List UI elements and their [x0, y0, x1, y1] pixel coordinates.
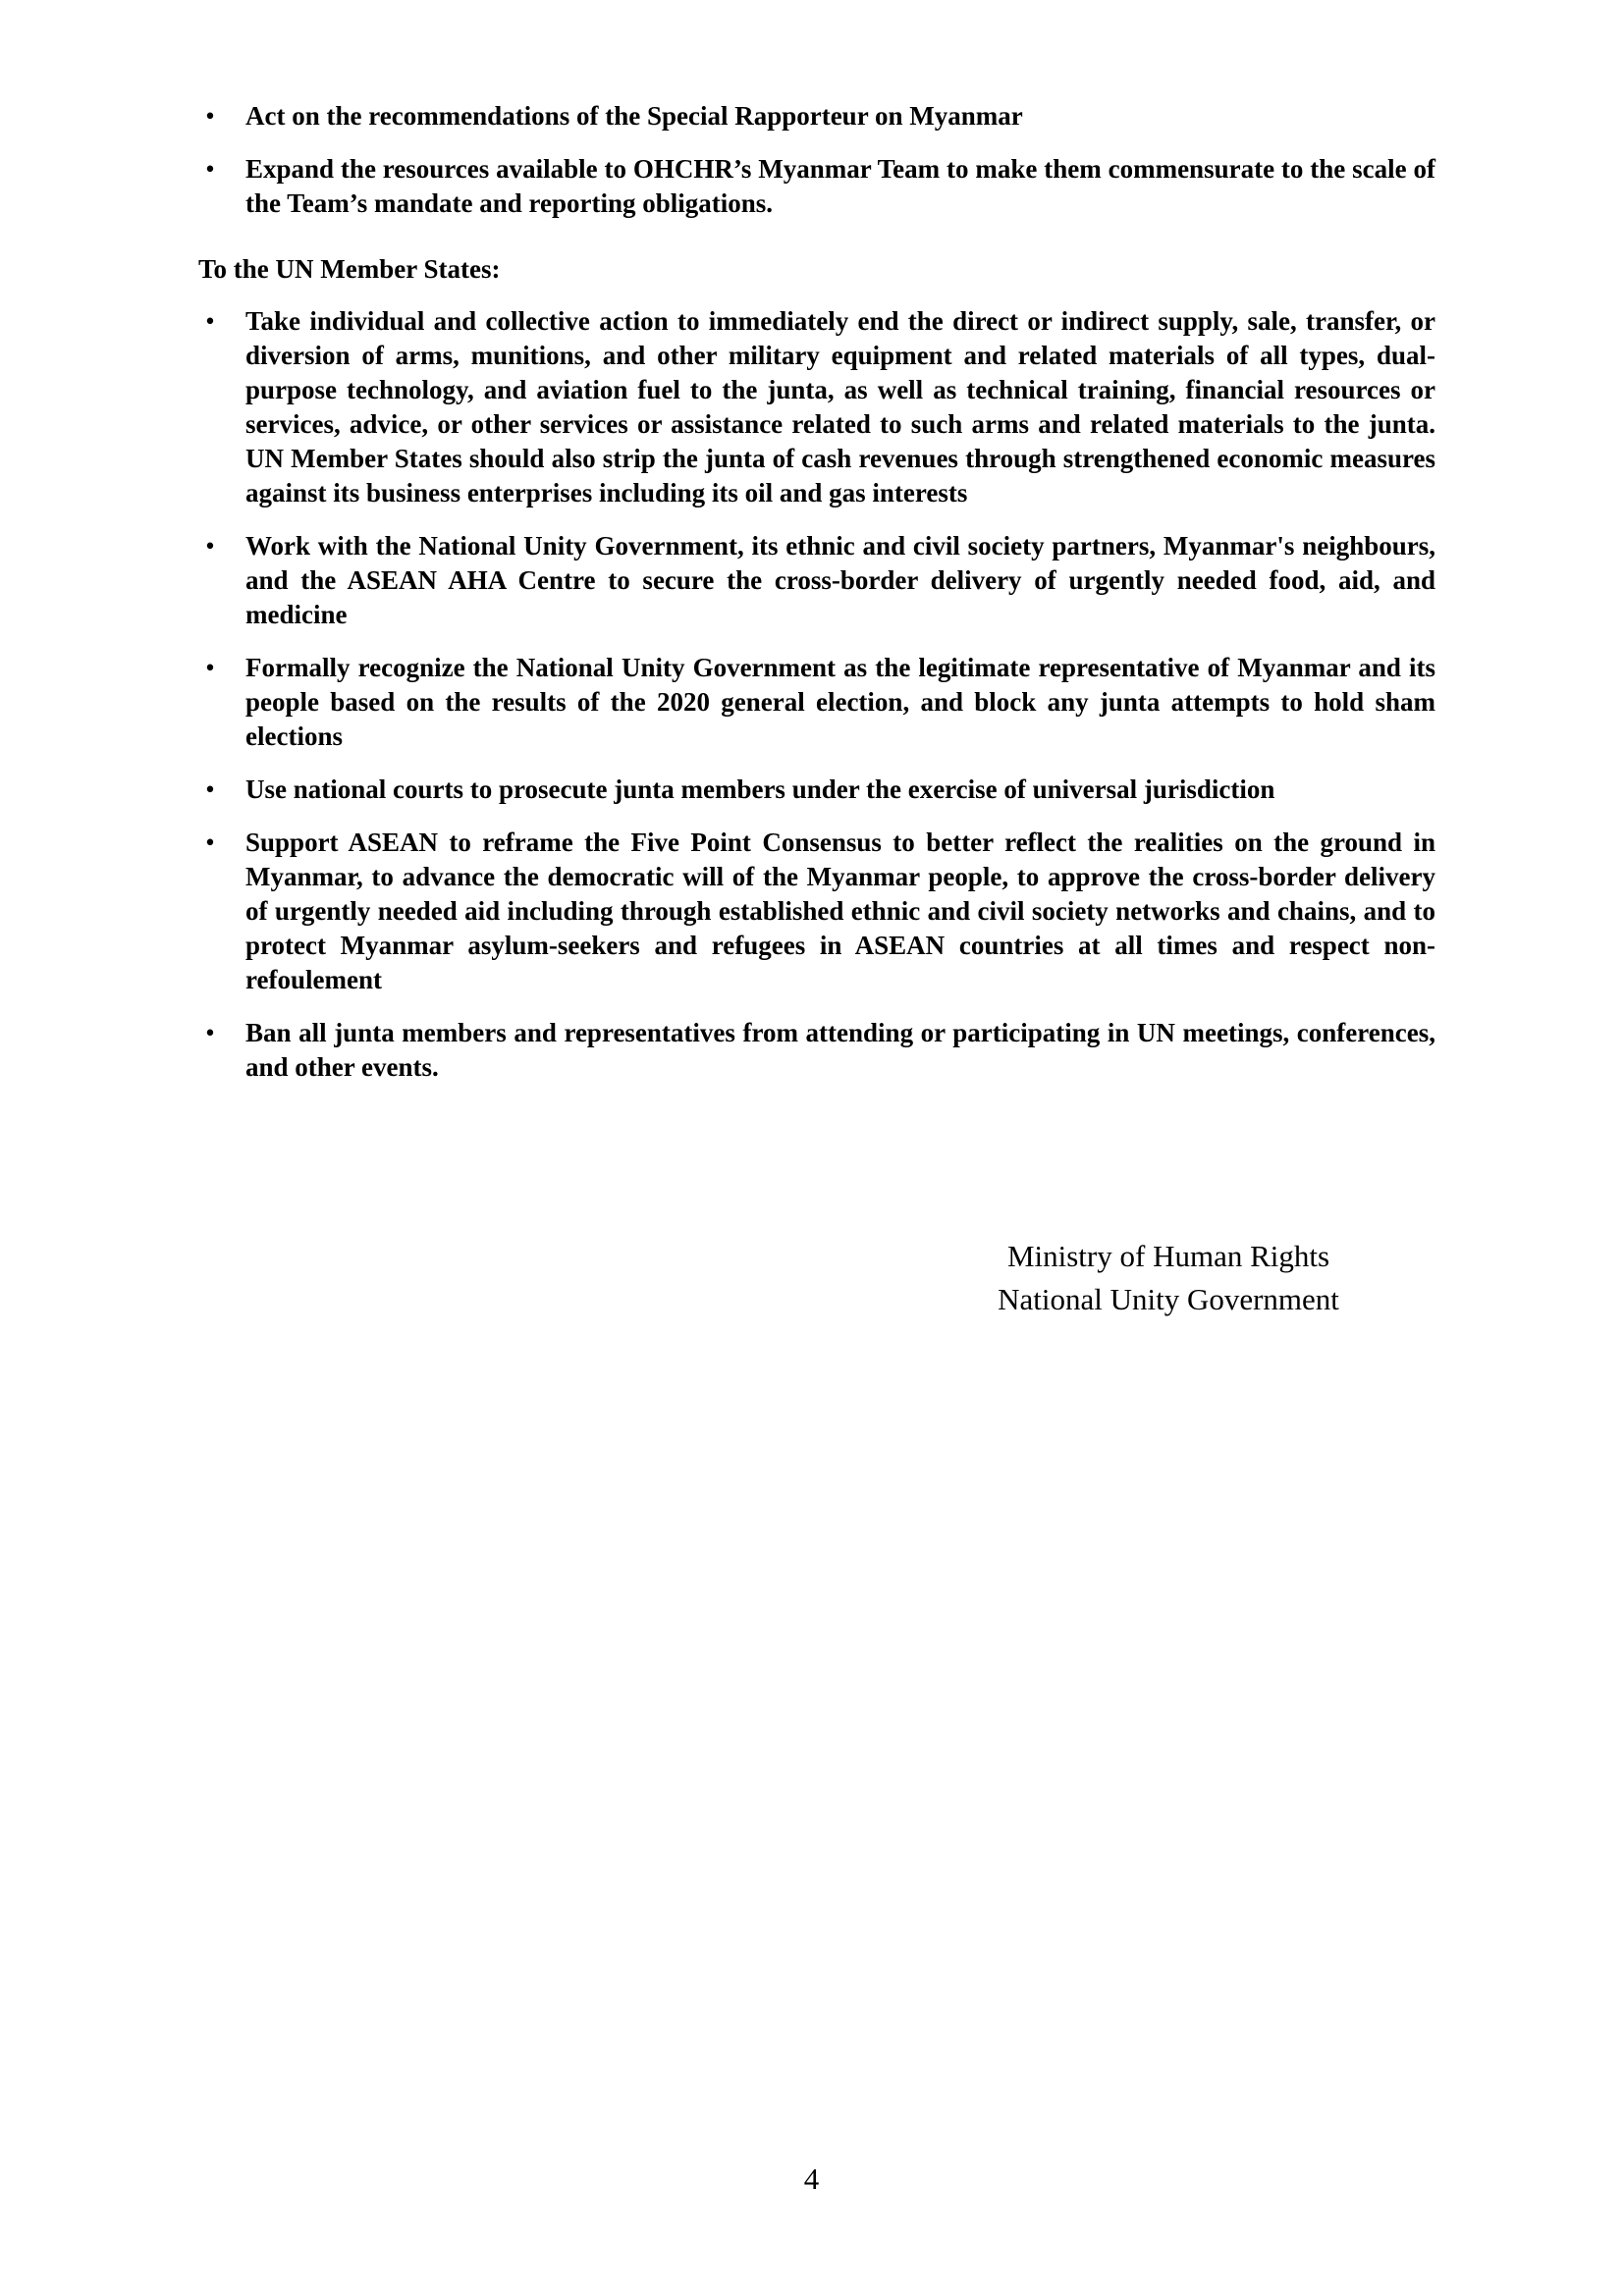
list-item-text: Formally recognize the National Unity Government as the legitimate representative of Myanmar and its people based on the results of the 2020 general election, and block any junta attempts to hold sham elections: [245, 653, 1435, 751]
bullet-icon: •: [205, 154, 215, 184]
signature-ministry: Ministry of Human Rights: [1006, 1239, 1330, 1273]
page-number: 4: [803, 2162, 820, 2196]
list-item: [198, 826, 1435, 997]
list-item: [198, 651, 1435, 754]
bullet-icon: •: [205, 101, 215, 131]
list-item-text: Ban all junta members and representatives from attending or participating in UN meetings, conferences, and other events.: [245, 1018, 1435, 1082]
list-item: [198, 529, 1435, 632]
list-item: [198, 1016, 1435, 1085]
list-item-text: Act on the recommendations of the Special Rapporteur on Myanmar: [245, 101, 1023, 131]
list-item: [198, 152, 1435, 221]
list-item-text: Support ASEAN to reframe the Five Point Consensus to better reflect the realities on the ground in Myanmar, to advance the democratic will of the Myanmar people, to approve the cross-border delivery of urgently needed aid including through established ethnic and civil society networks and chains, and to protect Myanmar asylum-seekers and refugees in ASEAN countries at all times and respect non-refoulement: [245, 828, 1435, 994]
list-item-text: Take individual and collective action to immediately end the direct or indirect supply, sale, transfer, or diversion of arms, munitions, and other military equipment and related materials of all types, dual-purpose technology, and aviation fuel to the junta, as well as technical training, financial resources or services, advice, or other services or assistance related to such arms and related materials to the junta. UN Member States should also strip the junta of cash revenues through strengthened economic measures against its business enterprises including its oil and gas interests: [245, 306, 1435, 507]
section-heading-member-states: To the UN Member States:: [198, 254, 501, 284]
list-item-text: Expand the resources available to OHCHR’s Myanmar Team to make them commensurate to the scale of the Team’s mandate and reporting obligations.: [245, 154, 1435, 218]
recommendations-list-member-states: [198, 304, 1435, 1085]
signature-government: National Unity Government: [998, 1282, 1339, 1316]
bullet-icon: •: [205, 1018, 215, 1047]
bullet-icon: •: [205, 828, 215, 857]
bullet-icon: •: [205, 774, 215, 804]
list-item-text: Use national courts to prosecute junta members under the exercise of universal jurisdiction: [245, 774, 1275, 804]
list-item: [198, 99, 1435, 133]
bullet-icon: •: [205, 653, 215, 682]
signature-block: [972, 1235, 1365, 1321]
page-content: [198, 99, 1435, 1103]
bullet-icon: •: [205, 531, 215, 561]
list-item-text: Work with the National Unity Government, its ethnic and civil society partners, Myanmar's neighbours, and the ASEAN AHA Centre to secure the cross-border delivery of urgently needed food, aid, and medicine: [245, 531, 1435, 629]
recommendations-list-top: [198, 99, 1435, 221]
list-item: [198, 304, 1435, 510]
list-item: [198, 773, 1435, 807]
bullet-icon: •: [205, 306, 215, 336]
